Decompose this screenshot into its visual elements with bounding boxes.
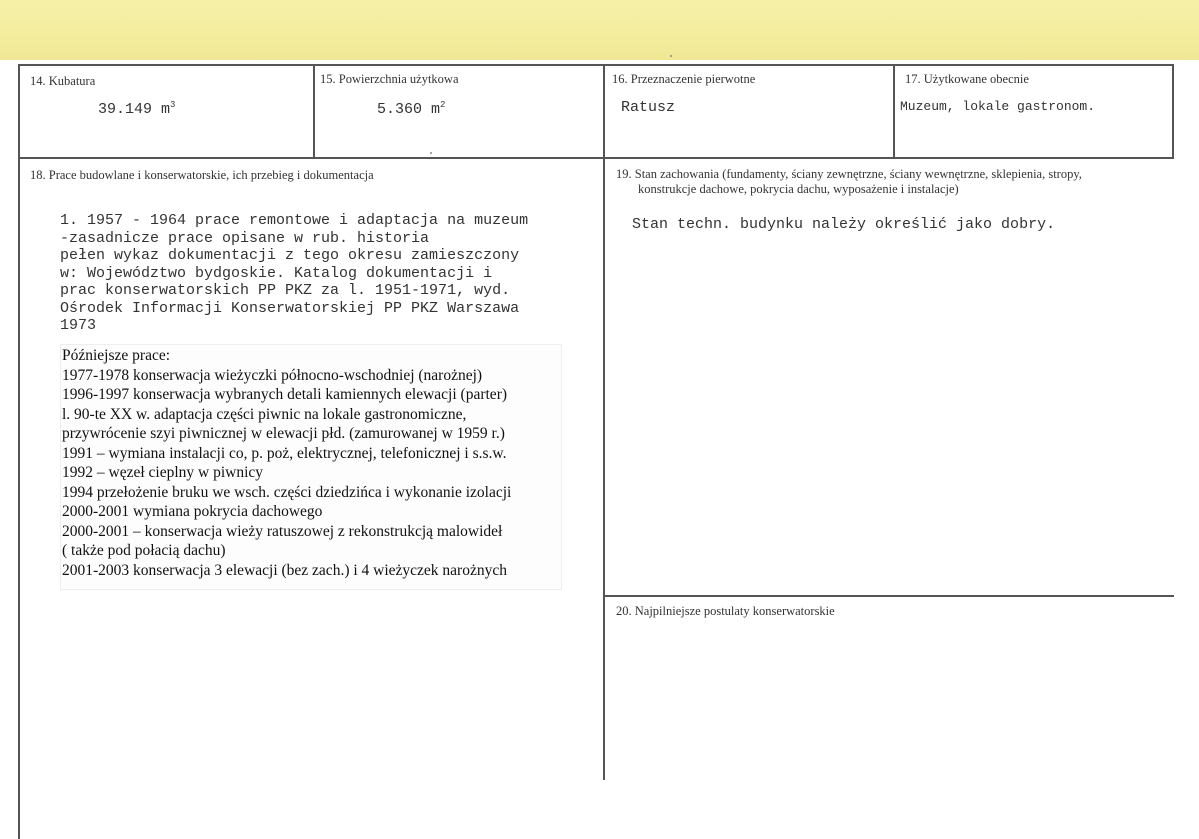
prace-label: 18. Prace budowlane i konserwatorskie, ich przebieg i dokumentacja <box>30 168 374 182</box>
kubatura-value <box>98 100 175 118</box>
przeznaczenie-label: 16. Przeznaczenie pierwotne <box>612 72 756 86</box>
typed-line: Ośrodek Informacji Konserwatorskiej PP PKZ Warszawa <box>60 299 520 317</box>
col-divider-3 <box>893 64 895 158</box>
powierzchnia-label: 15. Powierzchnia użytkowa <box>320 72 459 86</box>
scan-speck <box>430 152 432 154</box>
powierzchnia-number: 5.360 m <box>377 101 441 118</box>
prace-printed-text <box>62 346 511 580</box>
uzytkowane-value: Muzeum, lokale gastronom. <box>900 99 1096 114</box>
printed-line: 1977-1978 konserwacja wieżyczki północno-wschodniej (narożnej) <box>62 366 483 384</box>
uzytkowane-label: 17. Użytkowane obecnie <box>905 72 1029 86</box>
typed-line: 1. 1957 - 1964 prace remontowe i adaptacja na muzeum <box>60 212 529 229</box>
row-divider <box>18 157 1174 159</box>
prace-typed-text <box>60 212 600 335</box>
postulaty-label: 20. Najpilniejsze postulaty konserwatorskie <box>616 604 835 618</box>
powierzchnia-value <box>377 100 445 118</box>
col-divider-main <box>603 64 605 780</box>
col-divider-1 <box>313 64 315 158</box>
typed-line: w: Województwo bydgoskie. Katalog dokumentacji i <box>60 264 493 282</box>
stan-label <box>616 167 1166 197</box>
kubatura-number: 39.149 m <box>98 101 171 118</box>
printed-line: l. 90-te XX w. adaptacja części piwnic na lokale gastronomiczne, <box>62 405 467 423</box>
top-rule <box>18 64 1174 66</box>
typed-line: prac konserwatorskich PP PKZ za l. 1951-1971, wyd. <box>60 282 511 299</box>
printed-line: 1994 przełożenie bruku we wsch. części dziedzińca i wykonanie izolacji <box>62 483 512 501</box>
typed-line: -zasadnicze prace opisane w rub. historia <box>60 229 430 247</box>
left-border <box>18 64 20 839</box>
printed-line: 2001-2003 konserwacja 3 elewacji (bez zach.) i 4 wieżyczek narożnych <box>62 561 507 579</box>
kubatura-exponent: 3 <box>170 100 176 110</box>
typed-line: pełen wykaz dokumentacji z tego okresu zamieszczony <box>60 247 520 264</box>
typed-line: 1973 <box>60 317 97 334</box>
printed-line: 1996-1997 konserwacja wybranych detali kamiennych elewacji (parter) <box>62 386 508 403</box>
powierzchnia-exponent: 2 <box>440 100 446 110</box>
right-border <box>1172 64 1174 158</box>
printed-line: 2000-2001 wymiana pokrycia dachowego <box>62 503 323 520</box>
printed-line: 1992 – węzeł cieplny w piwnicy <box>62 464 264 481</box>
stan-label-line2: konstrukcje dachowe, pokrycia dachu, wyposażenie i instalacje) <box>638 182 959 196</box>
kubatura-label: 14. Kubatura <box>30 74 96 88</box>
scan-speck <box>670 55 672 57</box>
printed-line: ( także pod połacią dachu) <box>62 542 226 559</box>
printed-line: przywrócenie szyi piwnicznej w elewacji płd. (zamurowanej w 1959 r.) <box>62 425 505 442</box>
stan-label-line1: 19. Stan zachowania (fundamenty, ściany zewnętrzne, ściany wewnętrzne, sklepienia, stropy, <box>616 167 1082 181</box>
printed-line: Późniejsze prace: <box>62 347 171 364</box>
section-20-divider <box>604 595 1174 597</box>
printed-line: 1991 – wymiana instalacji co, p. poż, elektrycznej, telefonicznej i s.s.w. <box>62 444 507 462</box>
stan-value: Stan techn. budynku należy określić jako dobry. <box>632 216 1056 233</box>
printed-line: 2000-2001 – konserwacja wieży ratuszowej z rekonstrukcją malowideł <box>62 522 503 540</box>
przeznaczenie-value: Ratusz <box>621 99 676 116</box>
yellow-tape-strip <box>0 0 1199 60</box>
